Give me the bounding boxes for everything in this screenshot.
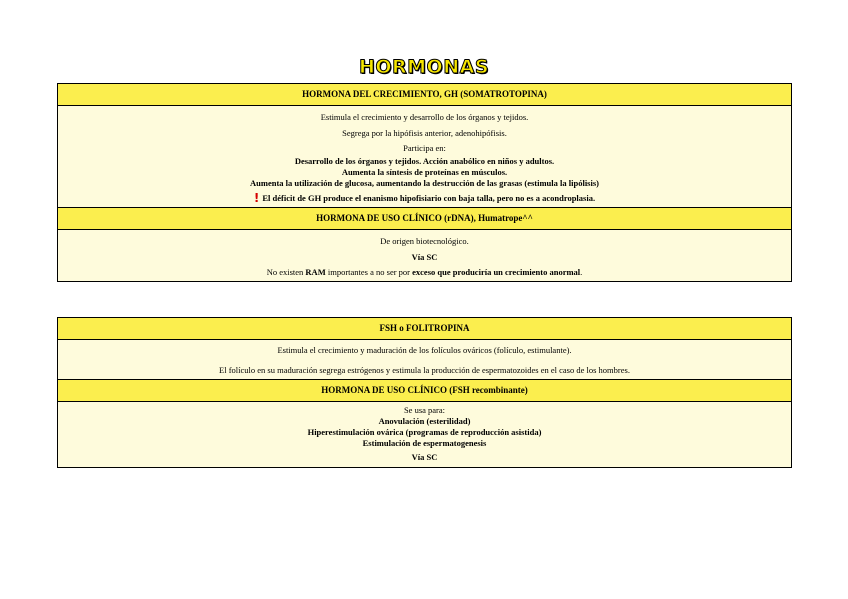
ram-text: No existen	[266, 267, 304, 277]
gh-bold-line: Aumenta la síntesis de proteínas en músculos.	[341, 167, 508, 177]
gh-clinical-route: Vía SC	[411, 252, 438, 262]
page-title: HORMONAS	[358, 56, 490, 78]
gh-section	[57, 83, 792, 282]
ram-period: .	[580, 267, 583, 277]
fsh-use-item: Anovulación (esterilidad)	[378, 416, 471, 426]
gh-clinical-origin: De origen biotecnológico.	[380, 236, 469, 246]
gh-bold-line: Aumenta la utilización de glucosa, aumentando la destrucción de las grasas (estimula la lipólisis)	[250, 178, 599, 188]
gh-description	[58, 106, 791, 207]
ram-label: RAM	[305, 267, 326, 277]
exclamation-icon: !	[253, 191, 260, 205]
fsh-uses-intro: Se usa para:	[403, 405, 446, 415]
ram-exceso: exceso	[412, 267, 436, 277]
ram-text: importantes a no ser por	[327, 267, 411, 277]
gh-warning-text: El déficit de GH produce el enanismo hipofisiario con baja talla, pero no es a acondroplasia.	[262, 193, 596, 203]
gh-line: Segrega por la hipófisis anterior, adenohipófisis.	[342, 128, 507, 138]
gh-line: Estimula el crecimiento y desarrollo de los órganos y tejidos.	[320, 112, 529, 122]
gh-header: HORMONA DEL CRECIMIENTO, GH (SOMATROTOPINA)	[58, 84, 791, 106]
gh-ram-line	[58, 266, 791, 281]
gh-warning	[58, 189, 791, 207]
fsh-clinical-header: HORMONA DE USO CLÍNICO (FSH recombinante)	[58, 379, 791, 402]
ram-effect: que produciría un crecimiento anormal	[437, 267, 581, 277]
fsh-line: Estimula el crecimiento y maduración de los folículos ováricos (folículo, estimulante).	[277, 345, 572, 355]
gh-clinical-body	[58, 230, 791, 281]
fsh-use-item: Estimulación de espermatogenesis	[362, 438, 487, 448]
gh-clinical-header: HORMONA DE USO CLÍNICO (rDNA), Humatrope^^	[58, 207, 791, 230]
fsh-use-item: Hiperestimulación ovárica (programas de reproducción asistida)	[307, 427, 542, 437]
gh-bold-line: Desarrollo de los órganos y tejidos. Acción anabólico en niños y adultos.	[294, 156, 555, 166]
fsh-clinical-body	[58, 402, 791, 467]
gh-line: Participa en:	[403, 143, 446, 153]
fsh-route: Vía SC	[411, 452, 438, 462]
fsh-line: El folículo en su maduración segrega estrógenos y estimula la producción de espermatozoides en el caso de los hombres.	[219, 365, 630, 375]
fsh-section	[57, 317, 792, 468]
fsh-description	[58, 340, 791, 379]
fsh-header: FSH o FOLITROPINA	[58, 318, 791, 340]
